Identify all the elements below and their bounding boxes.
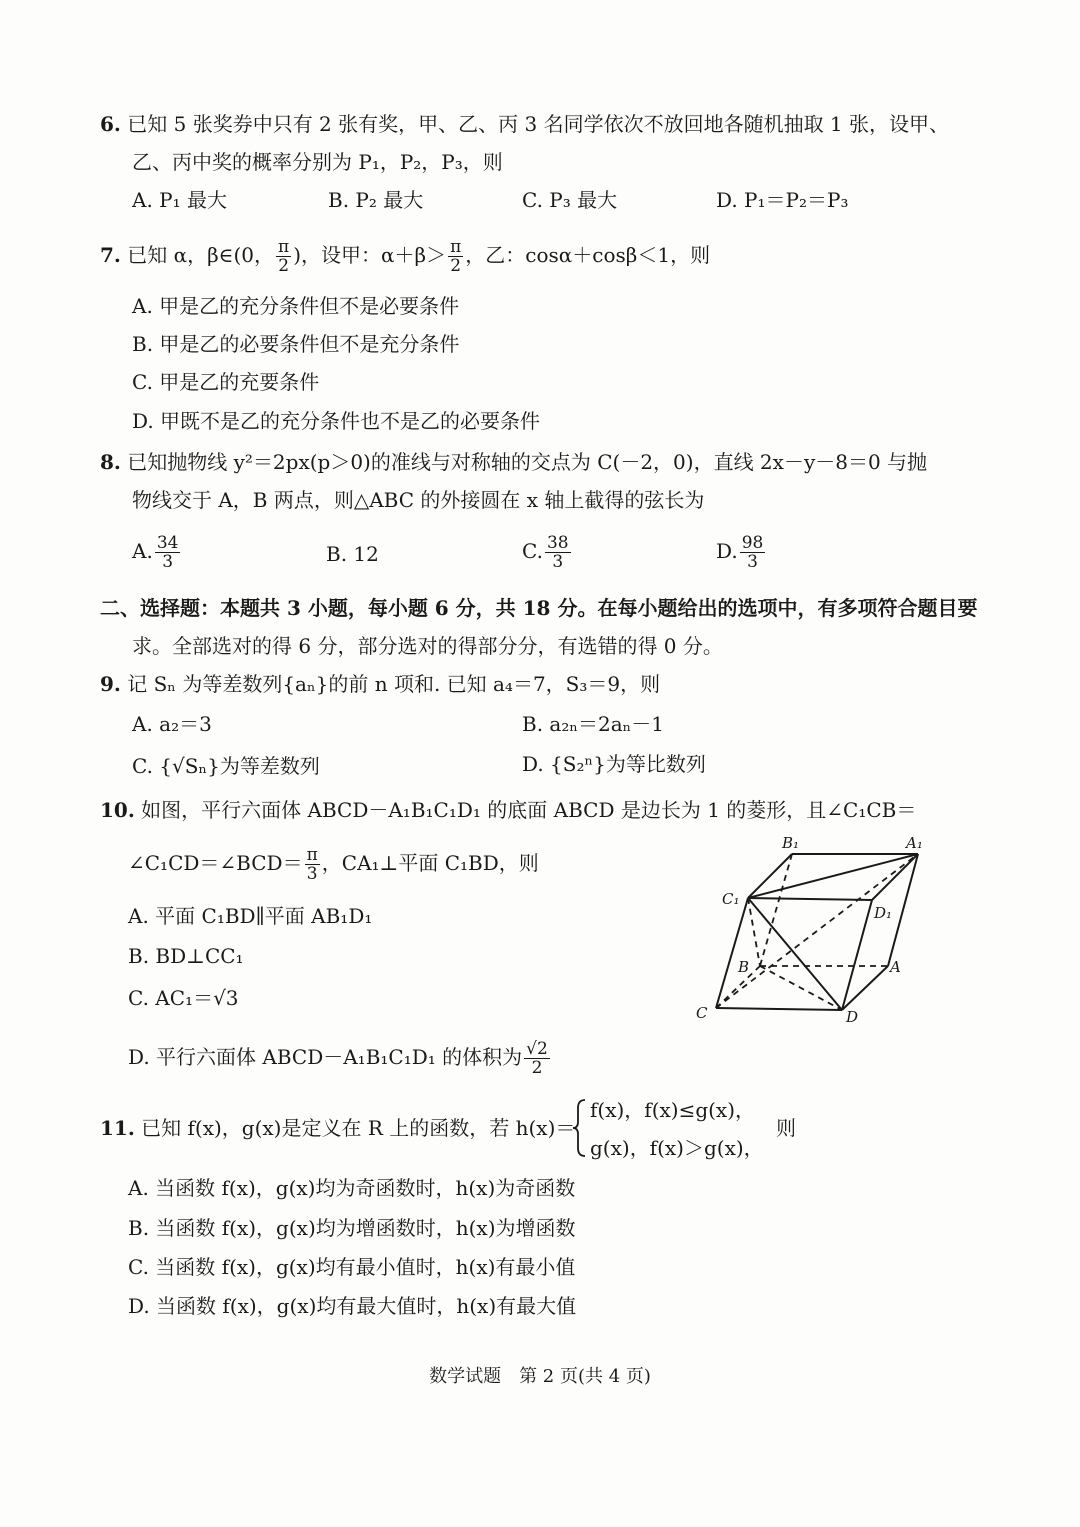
label-b: B <box>738 958 750 976</box>
q8-stem-line2: 物线交于 A，B 两点，则△ABC 的外接圆在 x 轴上截得的弦长为 <box>132 488 705 512</box>
label-d1: D₁ <box>874 904 893 922</box>
q9-option-c: C. {√Sₙ}为等差数列 <box>132 754 320 778</box>
q6-line1 <box>100 110 949 138</box>
q7-frac-pi-2 <box>276 238 291 275</box>
brace-icon <box>572 1098 588 1158</box>
q10-stem-line1: 如图，平行六面体 ABCD－A₁B₁C₁D₁ 的底面 ABCD 是边长为 1 的菱形，且∠C₁CB＝ <box>141 798 917 822</box>
label-d: D <box>846 1008 859 1026</box>
q11-stem-a: 已知 f(x)，g(x)是定义在 R 上的函数，若 h(x)＝ <box>141 1116 576 1140</box>
q8-option-c-label: C. <box>522 539 543 563</box>
q10-line1 <box>100 796 916 824</box>
q6-number: 6. <box>100 112 121 136</box>
q10-option-d-frac <box>524 1040 550 1077</box>
q8-option-c-frac <box>545 534 571 571</box>
q10-option-d-den: 2 <box>531 1058 543 1078</box>
q9-stem-line <box>100 670 660 698</box>
edge-c1-b-hidden <box>748 898 760 966</box>
q7-frac2-pi-2 <box>448 238 463 275</box>
q8-option-a <box>132 534 182 571</box>
q8-line1 <box>100 448 927 476</box>
edge-a1-a <box>888 854 918 966</box>
q7-frac2-num: π <box>450 237 462 257</box>
q8-number: 8. <box>100 450 121 474</box>
q10-number: 10. <box>100 798 135 822</box>
q9-stem: 记 Sₙ 为等差数列{aₙ}的前 n 项和. 已知 a₄＝7，S₃＝9，则 <box>127 672 661 696</box>
q6-option-b: B. P₂ 最大 <box>328 188 424 212</box>
q9-number: 9. <box>100 672 121 696</box>
q7-option-a: A. 甲是乙的充分条件但不是必要条件 <box>132 294 460 318</box>
edge-b-d-hidden <box>760 966 842 1010</box>
q7-stem-a: 已知 α，β∈(0， <box>127 243 275 267</box>
q7-frac2-den: 2 <box>450 256 462 276</box>
q8-option-c-den: 3 <box>552 552 564 572</box>
q8-stem-line1: 已知抛物线 y²＝2px(p＞0)的准线与对称轴的交点为 C(－2，0)，直线 2x－y－8＝0 与抛 <box>127 450 928 474</box>
q9-option-d: D. {S₂ⁿ}为等比数列 <box>522 752 706 776</box>
parallelepiped-figure <box>690 828 940 1028</box>
q10-option-d <box>128 1040 552 1077</box>
q11-case2: g(x)，f(x)＞g(x)， <box>590 1136 764 1160</box>
edge-c1-d-diag <box>748 898 842 1010</box>
section2-line1: 二、选择题：本题共 3 小题，每小题 6 分，共 18 分。在每小题给出的选项中，有多项符合题目要 <box>100 596 978 620</box>
q7-option-d: D. 甲既不是乙的充分条件也不是乙的必要条件 <box>132 409 541 433</box>
q8-option-a-num: 34 <box>156 533 179 553</box>
page-footer: 数学试题 第 2 页(共 4 页) <box>429 1366 651 1387</box>
q8-option-a-frac <box>155 534 181 571</box>
q10-frac-pi-3 <box>305 846 320 883</box>
q8-option-a-den: 3 <box>162 552 174 572</box>
q7-stem-b: )，设甲：α＋β＞ <box>293 243 447 267</box>
q11-option-b: B. 当函数 f(x)，g(x)均为增函数时，h(x)为增函数 <box>128 1216 576 1240</box>
q11-stem-b: 则 <box>776 1116 796 1140</box>
edge-c-a1-hidden <box>716 854 918 1008</box>
q10-option-b: B. BD⊥CC₁ <box>128 944 244 968</box>
label-a1: A₁ <box>906 834 923 852</box>
q6-option-a: A. P₁ 最大 <box>132 188 227 212</box>
q11-number: 11. <box>100 1116 135 1140</box>
q7-frac-den: 2 <box>278 256 290 276</box>
q10-option-a: A. 平面 C₁BD∥平面 AB₁D₁ <box>128 904 373 928</box>
q9-option-b: B. a₂ₙ＝2aₙ－1 <box>522 712 665 736</box>
q8-option-d-num: 98 <box>741 533 764 553</box>
q8-option-a-label: A. <box>132 539 153 563</box>
q7-number: 7. <box>100 243 121 267</box>
q10-option-c: C. AC₁＝√3 <box>128 986 239 1010</box>
q10-stem-line2-a: ∠C₁CD＝∠BCD＝ <box>128 851 303 875</box>
edge-c1-d1 <box>748 898 872 900</box>
edge-c1-a1-diag <box>748 854 918 898</box>
q8-option-d-label: D. <box>716 539 738 563</box>
q10-stem-line2-b: ，CA₁⊥平面 C₁BD，则 <box>321 851 539 875</box>
q6-stem-line1: 已知 5 张奖券中只有 2 张有奖，甲、乙、丙 3 名同学依次不放回地各随机抽取 1 张，设甲、 <box>127 112 950 136</box>
label-b1: B₁ <box>782 834 800 852</box>
q8-option-b: B. 12 <box>326 542 379 566</box>
label-c1: C₁ <box>722 890 740 908</box>
q11-option-a: A. 当函数 f(x)，g(x)均为奇函数时，h(x)为奇函数 <box>128 1176 576 1200</box>
q7-frac-num: π <box>278 237 290 257</box>
q6-stem-line2: 乙、丙中奖的概率分别为 P₁，P₂，P₃，则 <box>132 150 503 174</box>
q10-frac-num: π <box>306 845 318 865</box>
label-a: A <box>890 958 901 976</box>
q8-option-d-frac <box>740 534 766 571</box>
q11-stem <box>100 1114 575 1142</box>
edge-c-d <box>716 1008 842 1010</box>
q7-option-b: B. 甲是乙的必要条件但不是充分条件 <box>132 332 460 356</box>
q10-stem-line2 <box>128 846 539 883</box>
q9-option-a: A. a₂＝3 <box>132 712 212 736</box>
q11-brace <box>572 1098 588 1158</box>
q8-option-c-num: 38 <box>546 533 569 553</box>
q11-option-c: C. 当函数 f(x)，g(x)均有最小值时，h(x)有最小值 <box>128 1255 576 1279</box>
q6-option-c: C. P₃ 最大 <box>522 188 618 212</box>
q8-option-c <box>522 534 573 571</box>
q10-option-d-text: D. 平行六面体 ABCD－A₁B₁C₁D₁ 的体积为 <box>128 1045 523 1069</box>
q10-frac-den: 3 <box>306 864 318 884</box>
q8-option-d-den: 3 <box>747 552 758 572</box>
q6-option-d: D. P₁＝P₂＝P₃ <box>716 188 849 212</box>
q11-option-d: D. 当函数 f(x)，g(x)均有最大值时，h(x)有最大值 <box>128 1294 577 1318</box>
q7-option-c: C. 甲是乙的充要条件 <box>132 370 320 394</box>
q11-case1: f(x)，f(x)≤g(x)， <box>590 1098 756 1122</box>
q7-stem <box>100 238 710 275</box>
q10-option-d-num: √2 <box>526 1039 548 1059</box>
q8-option-d <box>716 534 767 571</box>
edge-d1-d <box>842 900 872 1010</box>
label-c: C <box>696 1004 708 1022</box>
q7-stem-c: ，乙：cosα＋cosβ＜1，则 <box>465 243 711 267</box>
section2-line2: 求。全部选对的得 6 分，部分选对的得部分分，有选错的得 0 分。 <box>132 634 723 658</box>
